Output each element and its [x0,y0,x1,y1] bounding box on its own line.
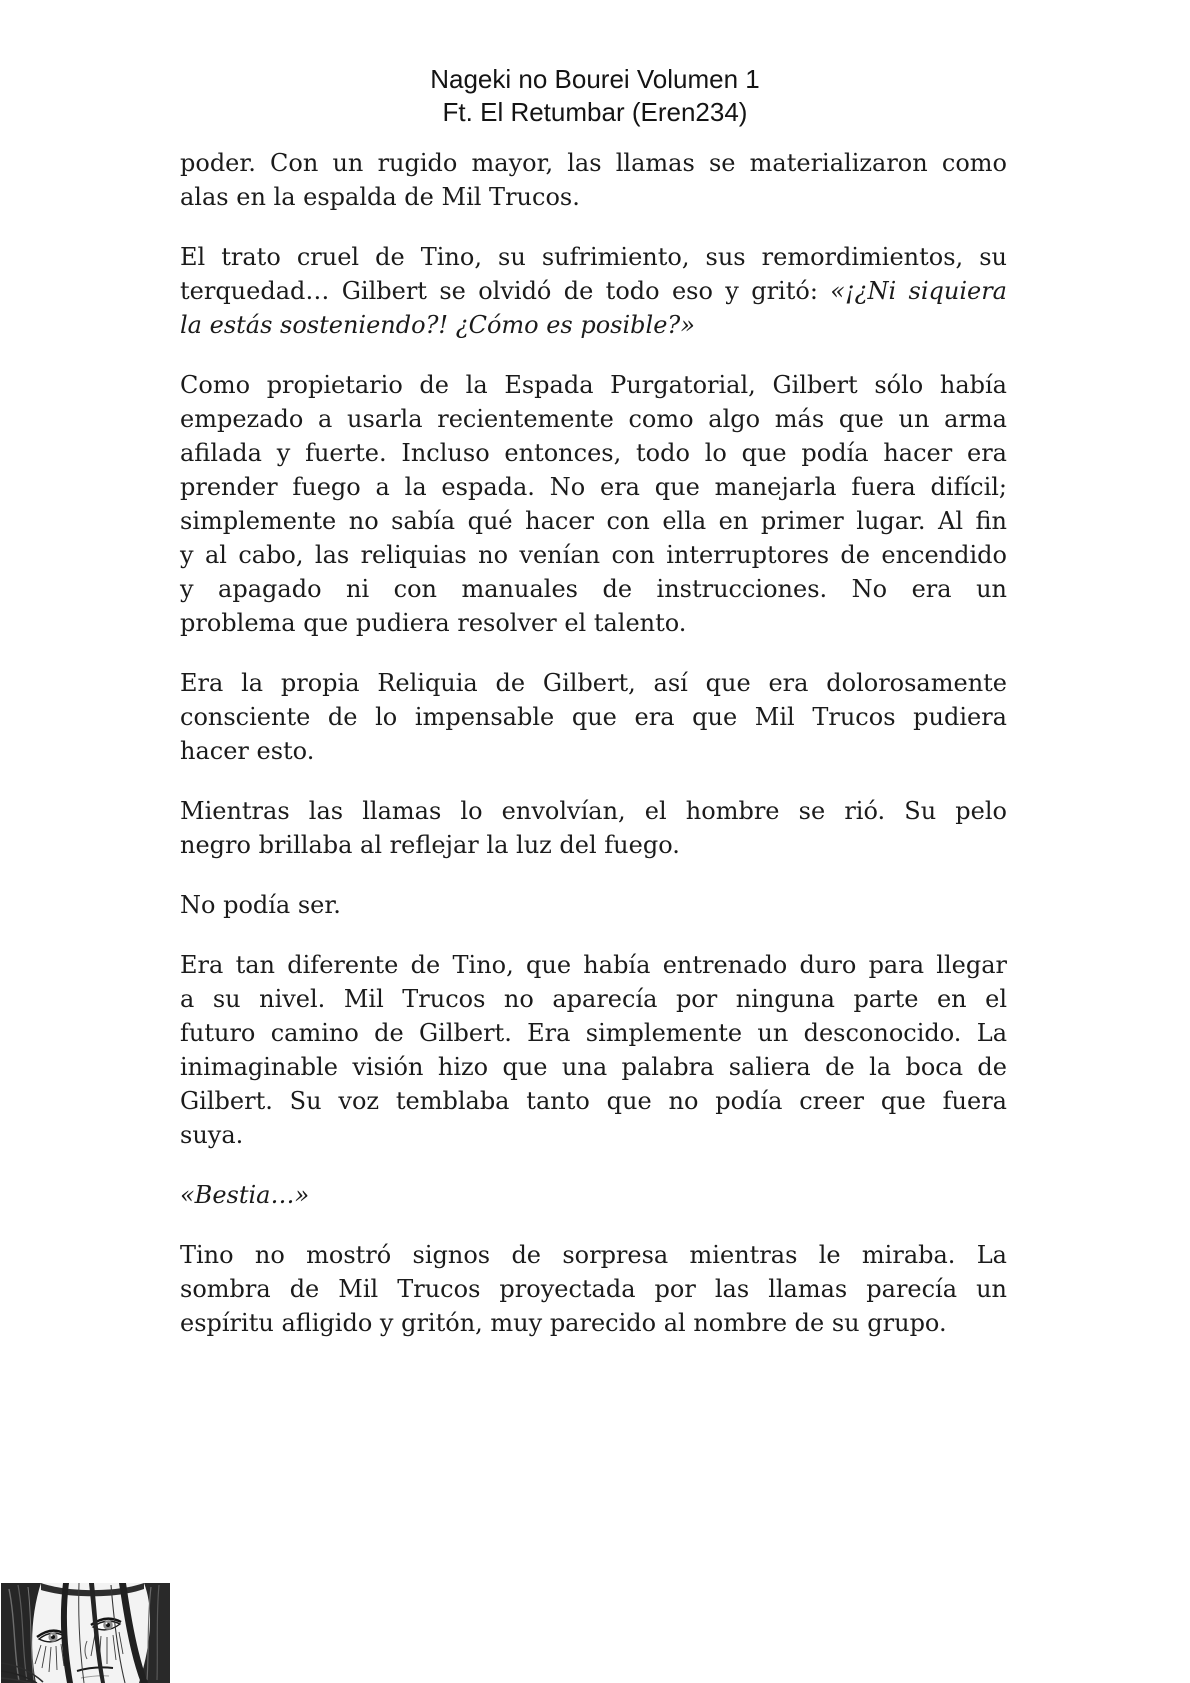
text-line [180,146,1007,180]
text-segment: prender fuego a la espada. No era que manejarla fuera difícil; [180,473,1007,501]
page-header [0,63,1190,129]
text-segment: a su nivel. Mil Trucos no aparecía por ninguna parte en el [180,985,1007,1013]
text-line [180,982,1007,1016]
text-line [180,436,1007,470]
paragraph [180,368,1007,640]
paragraph [180,240,1007,342]
text-line [180,1118,1007,1152]
text-segment: sombra de Mil Trucos proyectada por las llamas parecía un [180,1275,1007,1303]
text-segment: Era la propia Reliquia de Gilbert, así que era dolorosamente [180,669,1007,697]
text-line [180,828,1007,862]
manga-face-svg [1,1583,170,1683]
text-line [180,1272,1007,1306]
text-line [180,1016,1007,1050]
text-segment: Gilbert. Su voz temblaba tanto que no podía creer que fuera [180,1087,1007,1115]
text-line [180,1306,1007,1340]
text-line [180,240,1007,274]
text-segment: No podía ser. [180,891,341,919]
text-segment: espíritu afligido y gritón, muy parecido al nombre de su grupo. [180,1309,947,1337]
italic-text-segment: «Bestia…» [180,1181,310,1209]
paragraph [180,1238,1007,1340]
text-segment: simplemente no sabía qué hacer con ella en primer lugar. Al fin [180,507,1007,535]
text-segment: alas en la espalda de Mil Trucos. [180,183,580,211]
text-segment: suya. [180,1121,244,1149]
text-segment: hacer esto. [180,737,315,765]
text-line [180,666,1007,700]
document-title: Nageki no Bourei Volumen 1 [430,64,760,94]
text-line [180,538,1007,572]
document-subtitle: Ft. El Retumbar (Eren234) [442,97,748,127]
paragraph [180,146,1007,214]
italic-text-segment: «¡¿Ni siquiera [830,277,1007,305]
text-segment: Era tan diferente de Tino, que había entrenado duro para llegar [180,951,1007,979]
text-line [180,948,1007,982]
text-line [180,606,1007,640]
text-line [180,1050,1007,1084]
text-segment: consciente de lo impensable que era que Mil Trucos pudiera [180,703,1007,731]
paragraph [180,888,1007,922]
text-segment: y apagado ni con manuales de instrucciones. No era un [180,575,1007,603]
text-segment: terquedad… Gilbert se olvidó de todo eso y gritó: [180,277,831,305]
text-line [180,504,1007,538]
text-segment: afilada y fuerte. Incluso entonces, todo lo que podía hacer era [180,439,1007,467]
text-line [180,700,1007,734]
text-segment: Tino no mostró signos de sorpresa mientras le miraba. La [180,1241,1007,1269]
text-segment: futuro camino de Gilbert. Era simplemente un desconocido. La [180,1019,1007,1047]
text-segment: negro brillaba al reflejar la luz del fuego. [180,831,680,859]
text-line [180,734,1007,768]
text-line [180,888,1007,922]
text-line [180,1084,1007,1118]
text-line [180,572,1007,606]
text-line [180,470,1007,504]
text-line [180,368,1007,402]
text-line [180,274,1007,308]
manga-face-illustration [1,1583,170,1683]
text-segment: problema que pudiera resolver el talento. [180,609,687,637]
text-segment: empezado a usarla recientemente como algo más que un arma [180,405,1007,433]
text-line [180,402,1007,436]
text-line [180,794,1007,828]
text-segment: El trato cruel de Tino, su sufrimiento, sus remordimientos, su [180,243,1007,271]
italic-text-segment: la estás sosteniendo?! ¿Cómo es posible?» [180,311,695,339]
text-segment: y al cabo, las reliquias no venían con interruptores de encendido [180,541,1007,569]
text-line [180,180,1007,214]
text-segment: inimaginable visión hizo que una palabra saliera de la boca de [180,1053,1007,1081]
text-segment: poder. Con un rugido mayor, las llamas se materializaron como [180,149,1007,177]
text-segment: Como propietario de la Espada Purgatorial, Gilbert sólo había [180,371,1007,399]
paragraph [180,1178,1007,1212]
paragraph [180,948,1007,1152]
text-body [180,146,1007,1366]
text-line [180,308,1007,342]
paragraph [180,794,1007,862]
text-line [180,1178,1007,1212]
text-line [180,1238,1007,1272]
text-segment: Mientras las llamas lo envolvían, el hombre se rió. Su pelo [180,797,1007,825]
paragraph [180,666,1007,768]
